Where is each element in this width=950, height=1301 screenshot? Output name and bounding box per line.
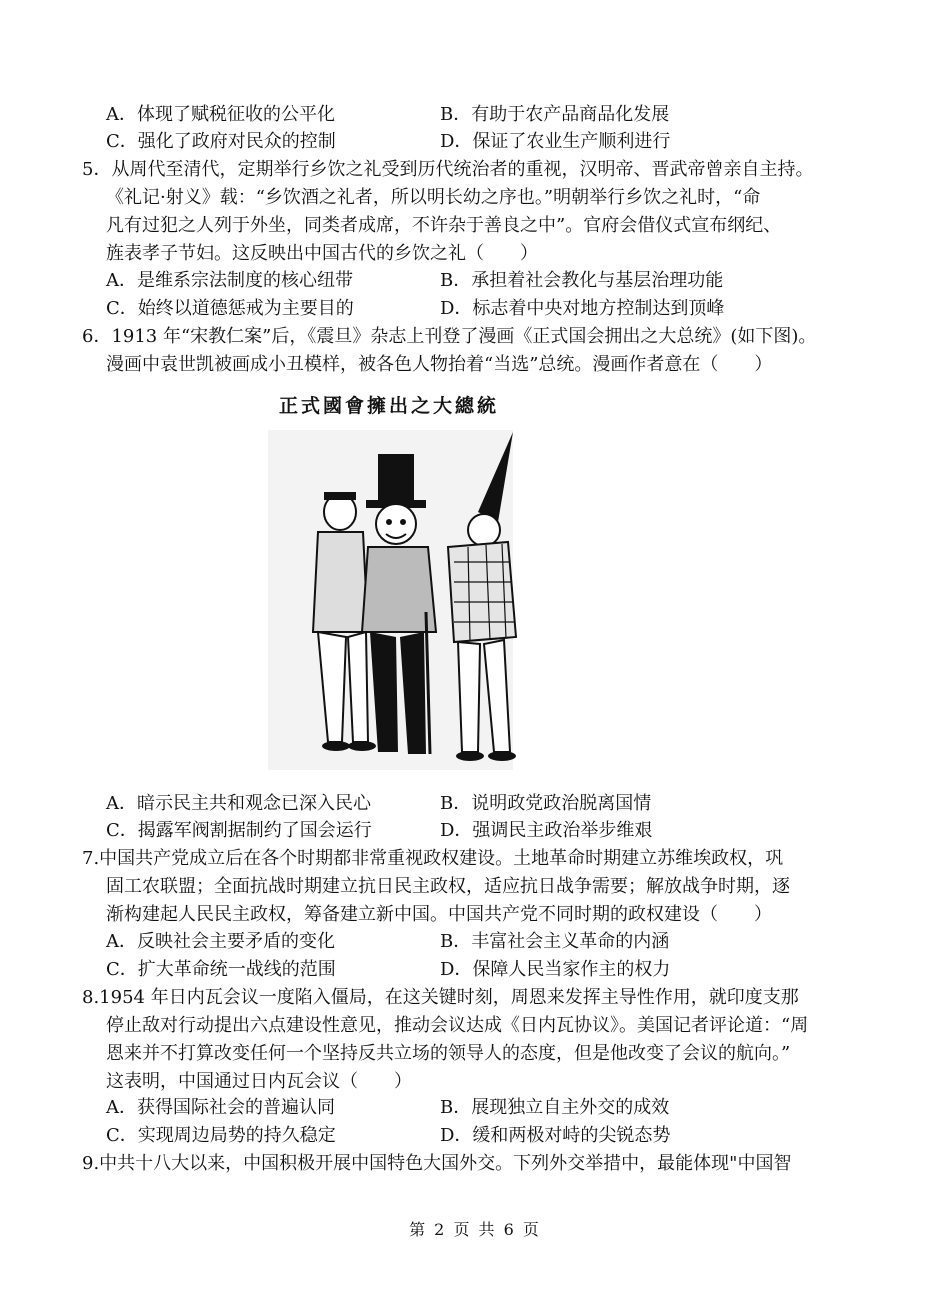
q8-stem-line-1: 8.1954 年日内瓦会议一度陷入僵局，在这关键时刻，周恩来发挥主导性作用，就印度支那 <box>82 987 799 1008</box>
q5-option-b[interactable]: B．承担着社会教化与基层治理功能 <box>440 270 724 291</box>
q4-option-d[interactable]: D．保证了农业生产顺利进行 <box>440 131 671 152</box>
q6-option-c[interactable]: C．揭露军阀割据制约了国会运行 <box>106 820 372 841</box>
q6-options-row-2 <box>106 817 886 845</box>
q4-option-a[interactable]: A．体现了赋税征收的公平化 <box>106 104 335 125</box>
q5-stem-line-3: 凡有过犯之人列于外坐，同类者成席，不许杂于善良之中”。官府会借仪式宣布纲纪、 <box>106 215 782 236</box>
q4-option-c[interactable]: C．强化了政府对民众的控制 <box>106 131 336 152</box>
q5-options-row-1 <box>106 267 886 295</box>
q7-option-a[interactable]: A．反映社会主要矛盾的变化 <box>106 931 335 952</box>
q8-stem-line-2: 停止敌对行动提出六点建设性意见，推动会议达成《日内瓦协议》。美国记者评论道：“周 <box>106 1015 809 1036</box>
q7-option-d[interactable]: D．保障人民当家作主的权力 <box>440 959 671 980</box>
q5-option-c[interactable]: C．始终以道德惩戒为主要目的 <box>106 298 354 319</box>
q7-option-b[interactable]: B．丰富社会主义革命的内涵 <box>440 931 670 952</box>
q8-options-row-1 <box>106 1094 886 1122</box>
q7-option-c[interactable]: C．扩大革命统一战线的范围 <box>106 959 336 980</box>
q5-stem-line-2: 《礼记·射义》载：“乡饮酒之礼者，所以明长幼之序也。”明朝举行乡饮之礼时，“命 <box>106 187 761 208</box>
q8-options-row-2 <box>106 1122 886 1150</box>
q5-option-d[interactable]: D．标志着中央对地方控制达到顶峰 <box>440 298 725 319</box>
q6-option-b[interactable]: B．说明政党政治脱离国情 <box>440 793 652 814</box>
q8-option-d[interactable]: D．缓和两极对峙的尖锐态势 <box>440 1125 671 1146</box>
q6-stem-line-2: 漫画中袁世凯被画成小丑模样，被各色人物抬着“当选”总统。漫画作者意在（ ） <box>106 354 773 375</box>
page-number-footer: 第 2 页 共 6 页 <box>409 1220 541 1239</box>
cartoon-title: 正式國會擁出之大總統 <box>278 395 500 417</box>
q6-option-a[interactable]: A．暗示民主共和观念已深入民心 <box>106 793 371 814</box>
q5-stem-line-1: 5．从周代至清代，定期举行乡饮之礼受到历代统治者的重视，汉明帝、晋武帝曾亲自主持。 <box>82 159 814 180</box>
q7-stem-line-1: 7.中国共产党成立后在各个时期都非常重视政权建设。土地革命时期建立苏维埃政权，巩 <box>82 848 784 869</box>
q4-option-b[interactable]: B．有助于农产品商品化发展 <box>440 104 670 125</box>
q6-stem-line-1: 6．1913 年“宋教仁案”后，《震旦》杂志上刊登了漫画《正式国会拥出之大总统》(如下图)。 <box>82 326 817 347</box>
q8-option-b[interactable]: B．展现独立自主外交的成效 <box>440 1097 670 1118</box>
q5-stem-line-4: 旌表孝子节妇。这反映出中国古代的乡饮之礼（ ） <box>106 243 538 264</box>
q6-options-row-1 <box>106 790 886 818</box>
q4-options-row-2 <box>106 128 886 156</box>
q8-stem-line-4: 这表明，中国通过日内瓦会议（ ） <box>106 1071 412 1092</box>
q7-options-row-1 <box>106 928 886 956</box>
cartoon-illustration <box>258 382 520 782</box>
q4-options-row-1 <box>106 101 886 129</box>
q8-option-a[interactable]: A．获得国际社会的普遍认同 <box>106 1097 335 1118</box>
cartoon-drawing <box>258 382 520 782</box>
q5-option-a[interactable]: A．是维系宗法制度的核心纽带 <box>106 270 353 291</box>
q8-option-c[interactable]: C．实现周边局势的持久稳定 <box>106 1125 336 1146</box>
q9-stem-line-1: 9.中共十八大以来，中国积极开展中国特色大国外交。下列外交举措中，最能体现"中国智 <box>82 1153 792 1174</box>
q8-stem-line-3: 恩来并不打算改变任何一个坚持反共立场的领导人的态度，但是他改变了会议的航向。” <box>106 1043 791 1064</box>
q6-option-d[interactable]: D．强调民主政治举步维艰 <box>440 820 653 841</box>
q5-options-row-2 <box>106 295 886 323</box>
q7-stem-line-3: 渐构建起人民民主政权，筹备建立新中国。中国共产党不同时期的政权建设（ ） <box>106 904 772 925</box>
q7-stem-line-2: 固工农联盟；全面抗战时期建立抗日民主政权，适应抗日战争需要；解放战争时期，逐 <box>106 876 790 897</box>
q7-options-row-2 <box>106 956 886 984</box>
